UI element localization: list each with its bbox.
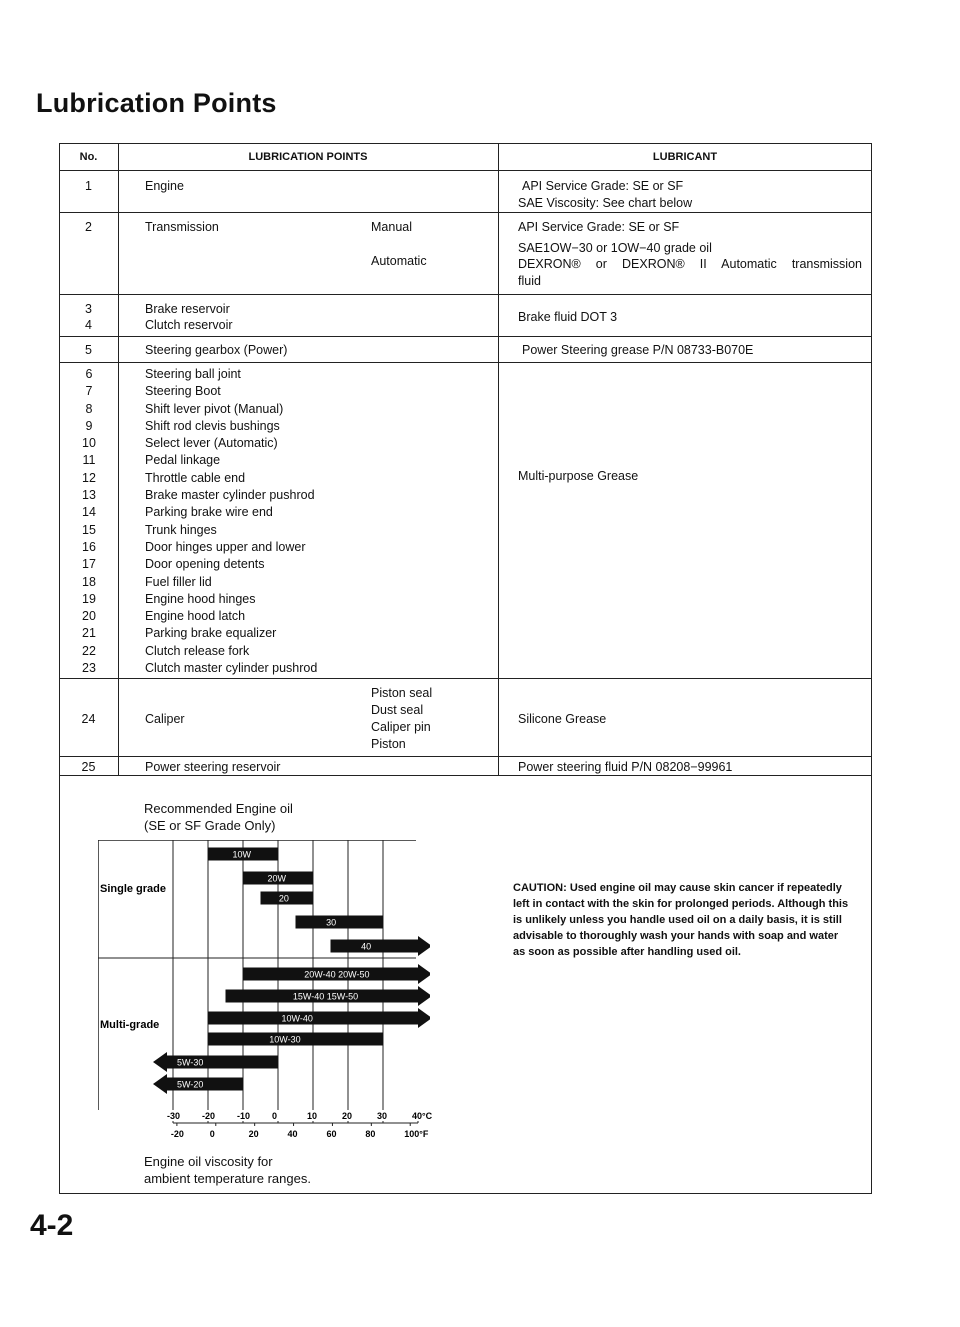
page-number: 4-2: [30, 1209, 74, 1242]
celsius-tick-label: -10: [237, 1111, 251, 1121]
lubricant: SAE Viscosity: See chart below: [518, 196, 693, 210]
row-number: 23: [82, 661, 96, 676]
row-number: 4: [85, 318, 92, 332]
lubrication-point: Engine hood latch: [145, 609, 246, 624]
viscosity-bar: [296, 916, 384, 929]
lubrication-point: Engine hood hinges: [145, 591, 256, 606]
bar-label: 20W-40 20W-50: [304, 969, 370, 980]
bar-label: 10W: [232, 849, 252, 860]
fahrenheit-tick-label: 80: [365, 1129, 376, 1139]
fahrenheit-tick-label: -20: [170, 1129, 184, 1139]
arrow-left: [153, 1074, 167, 1094]
bar-label: 30: [326, 917, 337, 928]
viscosity-bar: [243, 964, 430, 984]
row-number: 17: [82, 557, 96, 572]
bar-body: [208, 1012, 418, 1025]
page-title: Lubrication Points: [36, 88, 277, 118]
row-number: 1: [85, 179, 92, 193]
row-number: 5: [85, 343, 92, 357]
viscosity-bar: [153, 1052, 278, 1072]
row-divider: [59, 756, 872, 757]
fahrenheit-tick-label: 40: [287, 1129, 298, 1139]
row-number: 25: [81, 760, 96, 774]
fahrenheit-tick-label: 100°F: [404, 1129, 429, 1139]
row-number: 16: [82, 539, 96, 554]
header-lubricant: LUBRICANT: [652, 151, 718, 163]
lubricant: DEXRON® or DEXRON® II Automatic transmission: [518, 257, 862, 271]
row-number: 21: [82, 626, 96, 641]
lubricant: API Service Grade: SE or SF: [522, 179, 684, 193]
celsius-tick-label: -20: [202, 1111, 216, 1121]
row-number: 14: [82, 505, 96, 520]
lubricant: Multi-purpose Grease: [518, 469, 639, 483]
lubrication-point: Shift rod clevis bushings: [145, 418, 280, 433]
arrow-right: [418, 986, 430, 1006]
lubrication-point: Parking brake equalizer: [145, 626, 277, 641]
chart-subtitle: (SE or SF Grade Only): [144, 818, 276, 833]
arrow-right: [418, 964, 430, 984]
row-number: 15: [82, 522, 96, 537]
lubrication-point: Clutch master cylinder pushrod: [145, 661, 318, 676]
lubrication-point: Power steering reservoir: [145, 760, 281, 774]
row-divider: [59, 678, 872, 679]
bar-label: 15W-40 15W-50: [292, 991, 359, 1002]
row-number: 9: [85, 418, 93, 433]
transmission-automatic: Automatic: [371, 254, 427, 268]
lubricant: Power steering fluid P/N 08208−99961: [518, 760, 733, 774]
lubrication-point: Fuel filler lid: [145, 574, 212, 589]
celsius-tick-label: 30: [377, 1111, 388, 1121]
fahrenheit-tick-label: 0: [209, 1129, 215, 1139]
row-number: 10: [82, 436, 96, 451]
lubrication-point: Trunk hinges: [145, 522, 217, 537]
lubricant: Power Steering grease P/N 08733-B070E: [522, 343, 754, 357]
arrow-right: [418, 936, 430, 956]
row-number: 7: [85, 384, 93, 399]
viscosity-bar: [243, 872, 313, 885]
bar-body: [296, 916, 384, 929]
caliper-part: Dust seal: [371, 703, 424, 717]
bar-label: 10W-30: [269, 1034, 301, 1045]
viscosity-bar: [226, 986, 431, 1006]
lubrication-point: Brake reservoir: [145, 302, 230, 316]
caliper-part: Piston seal: [371, 686, 433, 700]
bar-body: [331, 940, 419, 953]
row-number: 24: [81, 712, 96, 726]
lubrication-point: Steering Boot: [145, 384, 221, 399]
row-number: 22: [82, 643, 96, 658]
celsius-tick-label: 20: [342, 1111, 353, 1121]
row-number: 20: [82, 609, 96, 624]
row-number: 6: [85, 367, 93, 381]
lubrication-point: Brake master cylinder pushrod: [145, 488, 315, 503]
header-no: No.: [79, 151, 98, 163]
bar-label: 20W: [267, 873, 287, 884]
chart-caption: Engine oil viscosity for: [144, 1154, 273, 1169]
bar-label: 20: [278, 893, 289, 904]
arrow-left: [153, 1052, 167, 1072]
viscosity-bar: [208, 848, 278, 861]
lubrication-point: Steering gearbox (Power): [145, 343, 288, 357]
row-group-label: Multi-grade: [100, 1019, 160, 1031]
bar-label: 40: [361, 941, 372, 952]
row-number: 13: [82, 488, 96, 503]
celsius-tick-label: 0: [272, 1111, 278, 1121]
column-divider: [498, 143, 499, 775]
lubrication-point: Parking brake wire end: [145, 505, 273, 520]
lubricant: Brake fluid DOT 3: [518, 310, 618, 324]
row-divider: [59, 212, 872, 213]
celsius-tick-label: 10: [307, 1111, 318, 1121]
viscosity-bar: [261, 892, 314, 905]
lubrication-point: Shift lever pivot (Manual): [145, 401, 284, 416]
row-number: 12: [82, 470, 96, 485]
bar-label: 5W-20: [177, 1079, 204, 1090]
row-divider: [59, 362, 872, 363]
row-number: 11: [82, 453, 96, 468]
row-group-label: Single grade: [100, 883, 167, 895]
lubricant: fluid: [518, 274, 541, 288]
lubrication-point: Steering ball joint: [145, 367, 241, 381]
chart-caption: ambient temperature ranges.: [144, 1171, 311, 1186]
row-numbers-list: [59, 366, 119, 677]
row-number: 19: [82, 591, 96, 606]
row-number: 3: [85, 302, 92, 316]
caliper-parts: [371, 685, 432, 753]
lubricant: API Service Grade: SE or SF: [518, 220, 680, 234]
lubrication-point: Transmission: [145, 220, 219, 234]
oil-viscosity-chart: [98, 840, 430, 1110]
celsius-tick-label: 40°C: [412, 1111, 433, 1121]
chart-title: Recommended Engine oil: [144, 801, 293, 816]
viscosity-bar: [331, 936, 431, 956]
lubrication-point: Clutch reservoir: [145, 318, 233, 332]
caliper-part: Caliper pin: [371, 720, 431, 734]
lubrication-point: Clutch release fork: [145, 643, 250, 658]
lubrication-point: Caliper: [145, 712, 185, 726]
row-number: 18: [82, 574, 96, 589]
row-number: 2: [85, 220, 92, 234]
bar-label: 10W-40: [281, 1013, 313, 1024]
lubrication-point: Pedal linkage: [145, 453, 221, 468]
lubricant: SAE1OW−30 or 1OW−40 grade oil: [518, 241, 712, 255]
celsius-tick-label: -30: [167, 1111, 181, 1121]
fahrenheit-tick-label: 20: [248, 1129, 259, 1139]
header-lubrication-points: LUBRICATION POINTS: [248, 151, 368, 163]
arrow-right: [418, 1008, 430, 1028]
fahrenheit-tick-label: 60: [326, 1129, 337, 1139]
row-divider: [59, 294, 872, 295]
lubrication-point: Throttle cable end: [145, 470, 246, 485]
lubrication-point: Select lever (Automatic): [145, 436, 278, 451]
lubrication-points-list: [145, 366, 317, 677]
viscosity-bar: [208, 1033, 383, 1046]
row-divider: [59, 775, 872, 776]
viscosity-bar: [208, 1008, 430, 1028]
lubrication-point: Engine: [145, 179, 184, 193]
lubrication-point: Door hinges upper and lower: [145, 539, 306, 554]
caution-note: CAUTION: Used engine oil may cause skin cancer if repeatedly left in contact with the skin for prolonged periods. Although this is unlikely unless you handle used oil on a daily basis, it is still advisable to thoroughly wash your hands with soap and water as soon as possible after handling used oil.: [513, 882, 849, 958]
row-divider: [59, 336, 872, 337]
viscosity-bar: [153, 1074, 243, 1094]
caliper-part: Piston: [371, 737, 406, 751]
transmission-manual: Manual: [371, 220, 412, 234]
bar-label: 5W-30: [177, 1057, 204, 1068]
lubricant: Silicone Grease: [518, 712, 607, 726]
row-divider: [59, 170, 872, 171]
lubrication-point: Door opening detents: [145, 557, 265, 572]
temperature-scales: [98, 1110, 438, 1142]
row-number: 8: [85, 401, 93, 416]
